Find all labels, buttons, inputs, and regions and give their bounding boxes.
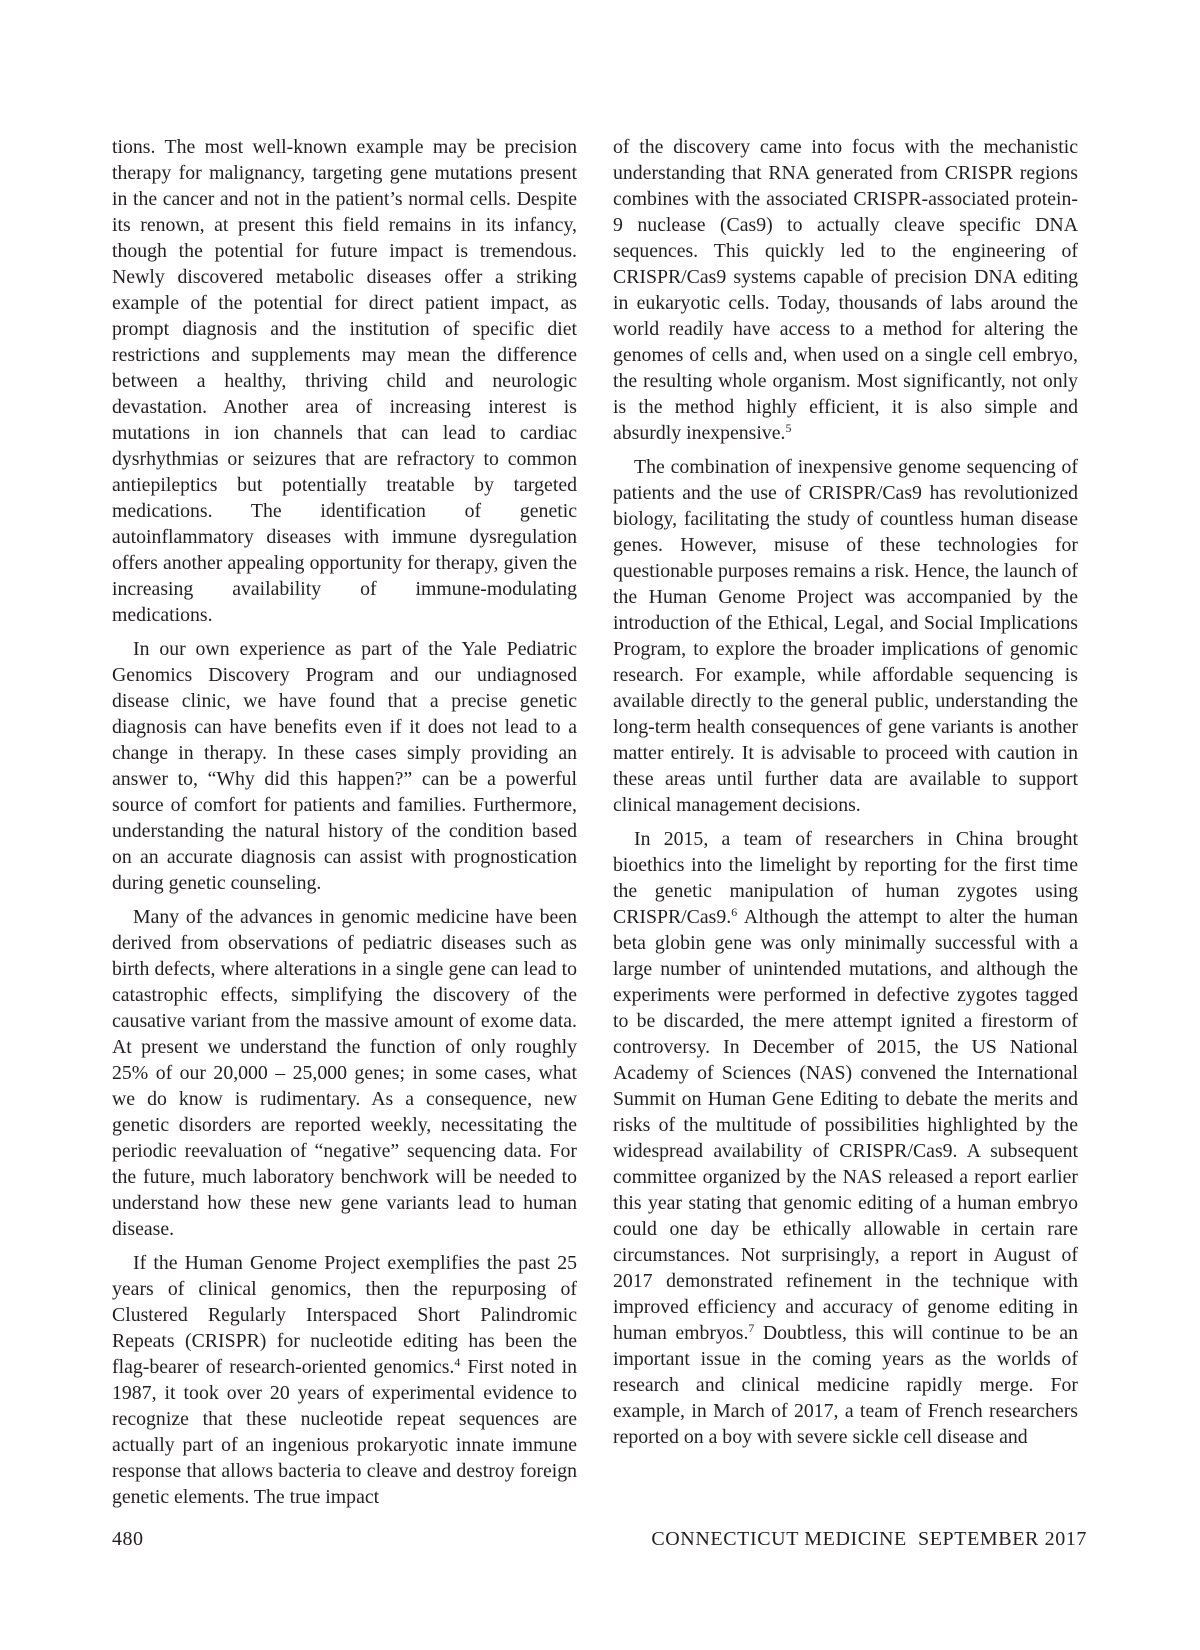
paragraph: The combination of inexpensive genome sequencing of patients and the use of CRISPR/Cas9 has revolutionized biology, facilitating the study of countless human disease genes. However, misuse of these technologies for questionable purposes remains a risk. Hence, the launch of the Human Genome Project was accompanied by the introduction of the Ethical, Legal, and Social Implications Program, to explore the broader implications of genomic research. For example, while affordable sequencing is available directly to the general public, understanding the long-term health consequences of gene variants is another matter entirely. It is advisable to proceed with caution in these areas until further data are available to support clinical management decisions. bbox=[613, 456, 1078, 816]
reference-marker: 4 bbox=[454, 1354, 461, 1369]
paragraph: In our own experience as part of the Yale Pediatric Genomics Discovery Program and our undiagnosed disease clinic, we have found that a precise genetic diagnosis can have benefits even if it does not lead to a change in therapy. In these cases simply providing an answer to, “Why did this happen?” can be a powerful source of comfort for patients and families. Furthermore, understanding the natural history of the condition based on an accurate diagnosis can assist with prognostication during genetic counseling. bbox=[112, 638, 577, 894]
page-number: 480 bbox=[112, 1528, 144, 1550]
paragraph-text: If the Human Genome Project exemplifies the past 25 years of clinical genomics, then the repurposing of Clustered Regularly Interspaced Short Palindromic Repeats (CRISPR) for nucleotide editing has been the flag-bearer of research-oriented genomics. bbox=[112, 1252, 577, 1378]
paragraph-text: Doubtless, this will continue to be an important issue in the coming years as the worlds of research and clinical medicine rapidly merge. For example, in March of 2017, a team of French researchers reported on a boy with severe sickle cell disease and bbox=[613, 1322, 1078, 1448]
reference-marker: 5 bbox=[785, 420, 792, 435]
reference-marker: 6 bbox=[731, 904, 738, 919]
left-column bbox=[112, 134, 577, 1510]
right-column bbox=[613, 134, 1078, 1450]
running-footer: CONNECTICUT MEDICINE SEPTEMBER 2017 bbox=[651, 1528, 1087, 1550]
paragraph-text: of the discovery came into focus with the mechanistic understanding that RNA generated from CRISPR regions combines with the associated CRISPR-associated protein-9 nuclease (Cas9) to actually cleave specific DNA sequences. This quickly led to the engineering of CRISPR/Cas9 systems capable of precision DNA editing in eukaryotic cells. Today, thousands of labs around the world readily have access to a method for altering the genomes of cells and, when used on a single cell embryo, the resulting whole organism. Most significantly, not only is the method highly efficient, it is also simple and absurdly inexpensive. bbox=[613, 136, 1078, 444]
paragraph bbox=[112, 1250, 577, 1510]
paragraph-text: In 2015, a team of researchers in China brought bioethics into the limelight by reporting for the first time the genetic manipulation of human zygotes using CRISPR/Cas9. bbox=[613, 828, 1078, 928]
paragraph bbox=[613, 134, 1078, 446]
paragraph: Many of the advances in genomic medicine have been derived from observations of pediatric diseases such as birth defects, where alterations in a single gene can lead to catastrophic effects, simplifying the discovery of the causative variant from the massive amount of exome data. At present we understand the function of only roughly 25% of our 20,000 – 25,000 genes; in some cases, what we do know is rudimentary. As a consequence, new genetic disorders are reported weekly, necessitating the periodic reevaluation of “negative” sequencing data. For the future, much laboratory benchwork will be needed to understand how these new gene variants lead to human disease. bbox=[112, 906, 577, 1240]
reference-marker: 7 bbox=[748, 1320, 755, 1335]
paragraph-text: First noted in 1987, it took over 20 years of experimental evidence to recognize that these nucleotide repeat sequences are actually part of an ingenious prokaryotic innate immune response that allows bacteria to cleave and destroy foreign genetic elements. The true impact bbox=[112, 1356, 577, 1508]
paragraph bbox=[613, 826, 1078, 1450]
paragraph-text: Although the attempt to alter the human beta globin gene was only minimally successful with a large number of unintended mutations, and although the experiments were performed in defective zygotes tagged to be discarded, the mere attempt ignited a firestorm of controversy. In December of 2015, the US National Academy of Sciences (NAS) convened the International Summit on Human Gene Editing to debate the merits and risks of the multitude of possibilities highlighted by the widespread availability of CRISPR/Cas9. A subsequent committee organized by the NAS released a report earlier this year stating that genomic editing of a human embryo could one day be ethically allowable in certain rare circumstances. Not surprisingly, a report in August of 2017 demonstrated refinement in the technique with improved efficiency and accuracy of genome editing in human embryos. bbox=[613, 906, 1078, 1344]
paragraph: tions. The most well-known example may be precision therapy for malignancy, targeting gene mutations present in the cancer and not in the patient’s normal cells. Despite its renown, at present this field remains in its infancy, though the potential for future impact is tremendous. Newly discovered metabolic diseases offer a striking example of the potential for direct patient impact, as prompt diagnosis and the institution of specific diet restrictions and supplements may mean the difference between a healthy, thriving child and neurologic devastation. Another area of increasing interest is mutations in ion channels that can lead to cardiac dysrhythmias or seizures that are refractory to common antiepileptics but potentially treatable by targeted medications. The identification of genetic autoinflammatory diseases with immune dysregulation offers another appealing opportunity for therapy, given the increasing availability of immune-modulating medications. bbox=[112, 136, 577, 626]
